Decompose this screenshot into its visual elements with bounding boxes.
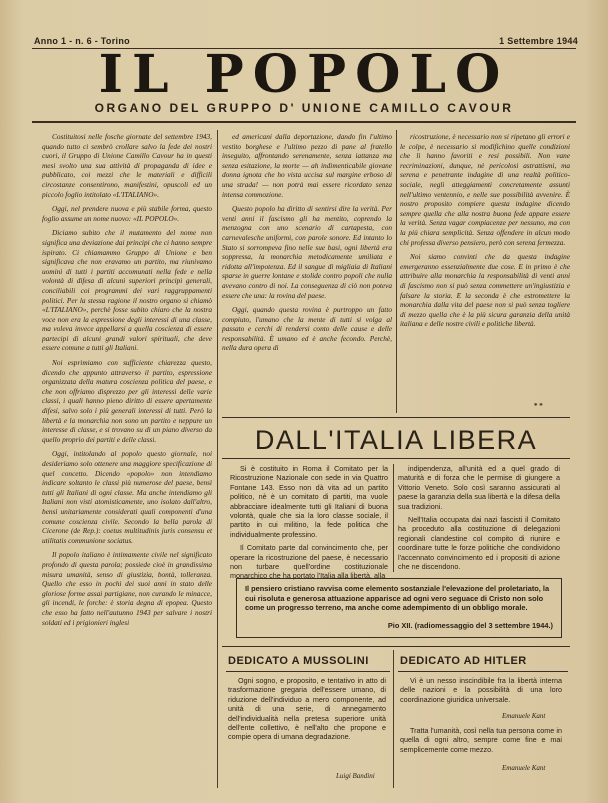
column-divider (396, 130, 397, 413)
section-stars: * * (534, 402, 543, 410)
libera-column-1: Si è costituito in Roma il Comitato per la Ricostruzione Nazionale con sede in via Quattro Fontane 143. Esso non dà vita ad un partito politico, nè è un comitato di partiti, ma vuole abbracciare idealmente tutti gli Italiani di buona volontà, quale che sia la loro classe sociale, il partito in cui militino, la fede politica che individualmente professino. Il Comitato parte dal convincimento che, per operare la ricostruzione del paese, è necessario non turbare quell'ordine costituzionale monarchico che ha portato l'Italia alla libertà, alla (230, 464, 388, 581)
hitler-author-1: Emanuele Kant (502, 712, 546, 720)
column-divider (393, 464, 394, 572)
hitler-text-1: Vi è un nesso inscindibile fra la libertà interna delle nazioni e la possibilità di una loro coordinazione giuridica universale. (400, 676, 562, 704)
headline-rule (226, 671, 390, 672)
section-rule (222, 646, 570, 647)
mussolini-author: Luigi Bandini (336, 772, 375, 780)
hitler-headline: DEDICATO AD HITLER (400, 655, 527, 667)
section-rule (222, 417, 570, 418)
masthead: IL POPOLO (98, 44, 510, 105)
libera-column-2: indipendenza, all'unità ed a quel grado di maturità e di forza che le permise di giungere a Vittorio Veneto. Solo così saranno assicurati al paese la garanzia della sua libertà e la difesa della sua tradizioni. Nell'Italia occupata dai nazi fascisti il Comitato ha proceduto alla costituzione di delegazioni regionali clandestine col compito di riunire e coordinare tutte le forze politiche che condividono l'accennato convincimento ed i propositi di azione che ne discendono. (398, 464, 560, 572)
issue-number: Anno 1 - n. 6 - Torino (34, 36, 130, 46)
masthead-rule (32, 121, 576, 123)
article-column-2: ed americani dalla deportazione, dando fin l'ultimo vestito borghese e l'ultimo pezzo di pane al fratello inseguito, affrontando serenamente, senza iattanza ma senza esitazione, la morte — ah indimenticabile giovane donna ignota che ho vista uccisa sul margine erboso di una strada! — non potrà mai essere ricordato senza intensa commozione. Questo popolo ha diritto di sentirsi dire la verità. Per venti anni il fascismo gli ha mentito, coprendo la menzogna con uno scenario di cartapesta, con carnevalesche uniformi, con parole sonore. Ed intanto lo Stato si sorrompeva fino nelle sue basi, ogni libertà era soppressa, la monarchia metodicamente umiliata e ridotta all'impotenza. Ed il sangue di migliaia di Italiani sparse in guerre lontane e stolide contro popoli che nulla avevano contro di noi. La conseguenza di ciò non poteva essere che una: la rovina del paese. Oggi, quando questa rovina è purtroppo un fatto compiuto, l'umano che la mente di tutti si volga al passato e cerchi di rendersi conto delle cause e delle responsabilità. È umano ed è anche fecondo. Perchè, nella dura opera di (222, 132, 392, 353)
section-rule (222, 458, 570, 459)
masthead-subtitle: ORGANO DEL GRUPPO D' UNIONE CAMILLO CAVOUR (94, 101, 514, 115)
article-column-3: ricostruzione, è necessario non si ripetano gli errori e le colpe, è necessario si modifichino quelle condizioni che li hanno favoriti e resi possibili. Non vane recriminazioni, dunque, nè pericolosi astrattismi, ma serena e penetrante indagine di una realtà politico-sociale, negli atteggiamenti concretamente assunti nell'ultimo ventennio, e nelle sue possibilità avvenire. È nostro proposito compiere questa indagine dicendo sempre quella che alla nostra buona fede appare essere la verità. Senza vagar compiacenze per nessuno, ma con la più chiara semplicità. Senza offendere in alcun modo chi professa diverso pensiero, però con serena fermezza. Noi siamo convinti che da questa indagine emergeranno essenzialmente due cose. E in primo è che attribuire alla monarchia la responsabilità di venti anni di fascismo non si può senza commettere un'ingiustizia e falsare la storia. E la seconda è che estromettere la monarchia dalla vita del paese non si può senza togliere di mezzo quella che è la più sicura garanzia della unità italiana e delle nostre civili e politiche libertà. (400, 132, 570, 329)
mussolini-headline: DEDICATO A MUSSOLINI (228, 655, 369, 667)
hitler-author-2: Emanuele Kant (502, 764, 546, 772)
issue-date: 1 Settembre 1944 (499, 36, 578, 46)
column-divider (217, 130, 218, 788)
pius-quote-box (236, 578, 562, 638)
hitler-text-2: Tratta l'umanità, così nella tua persona come in quella di ogni altro, sempre come fine e mai semplicemente come mezzo. (400, 726, 562, 754)
quote-text: Il pensiero cristiano ravvisa come elemento sostanziale l'elevazione del proletariato, la cui risoluta e generosa attuazione apparisce ad ogni vero seguace di Cristo non solo come un progresso terreno, ma anche come adempimento di un obbligo morale. (245, 584, 550, 613)
quote-source: Pio XII. (radiomessaggio del 3 settembre 1944.) (387, 621, 553, 631)
column-divider (393, 650, 394, 788)
mussolini-text: Ogni sogno, e proposito, e tentativo in atto di trasformazione gregaria dell'essere umano, di riduzione dell'individuo a mero componente, ad unità di una serie, di annegamento dell'individualità nella pretesa superiore unità dell'ente collettivo, è nell'alto che propone e compie opera di umana degradazione. (228, 676, 386, 742)
headline-rule (398, 671, 568, 672)
article-column-1: Costituitosi nelle fosche giornate del settembre 1943, quando tutto ci sembrò crollare salvo la fede dei nostri cuori, il Gruppo di Unione Camillo Cavour ha in questi mesi svolto una sua attività di propaganda di idee e pubblicato, coi mezzi che le materiali e difficili circostanze consentirono, manifestini, opuscoli ed un piccolo foglio intitolato «L'ITALIANO». Oggi, nel prendere nuova e più stabile forma, questo foglio assume un nome nuovo: «IL POPOLO». Diciamo subito che il mutamento del nome non significa una deviazione dai principi che ci hanno sempre ispirato. Ci chiamammo Gruppo di Unione e ben significava che non eravamo un partito, ma riunivamo uomini di tutti i partiti accomunati nella fede e nella volontà di difesa di alcuni superiori principi generali, conciliabili coi programmi dei vari raggruppamenti politici. Per la stessa ragione il nostro organo si chiamò «L'ITALIANO», perchè fosse subito chiaro che la nostra voce non era la espressione degli interessi di una classe, ma voleva invece appellarsi a quella coscienza di essere partecipi di alcuni grandi valori spirituali, che deve essere comune a tutti gli Italiani. Noi esprimiamo con sufficiente chiarezza questo, dicendo che appunto attraverso il partito, espressione organizzata della matura coscienza politica del paese, e che non offriamo disprezzo per gli interessi delle varie classi, i quali hanno pieno diritto di essere apertamente difesi, salvo solo i più generali interessi di tutti. Però la libertà e la monarchia non sono un partito e neppure un interesse di classe, e si trovano su di un piano diverso da quello proprio dei partiti e delle classi. Oggi, intitolando al popolo questo giornale, noi desideriamo solo ottenere una maggiore specificazione di quel concetto. Dicendo «popolo» non intendiamo indicare soltanto le classi più numerose del paese, bensì tutti gli Italiani di ogni classe. Ma anche intendiamo gli Italiani non visti atomisticamente, uno isolato dall'altro, bensì unitariamente considerati quali componenti d'una comune coscienza civile. Secondo la bella parola di Cicerone (de Rep.): coetus multitudinis juris consensu et utilitatis communione sociatus. Il popolo italiano è intimamente civile nel significato profondo di questa parola; possiede cioè in grandissima misura umanità, senso di giustizia, bontà, tolleranza. Quello che esso in pochi dei suoi anni in stato delle gloriose forme assai partigiane, non curando le minacce, gli incendi, le forche: è storia degna di epopea. Questo che esso ha fatto nell'autunno 1943 per salvare i nostri soldati ed i prigionieri inglesi (42, 132, 212, 627)
libera-headline: DALL'ITALIA LIBERA (254, 425, 538, 455)
